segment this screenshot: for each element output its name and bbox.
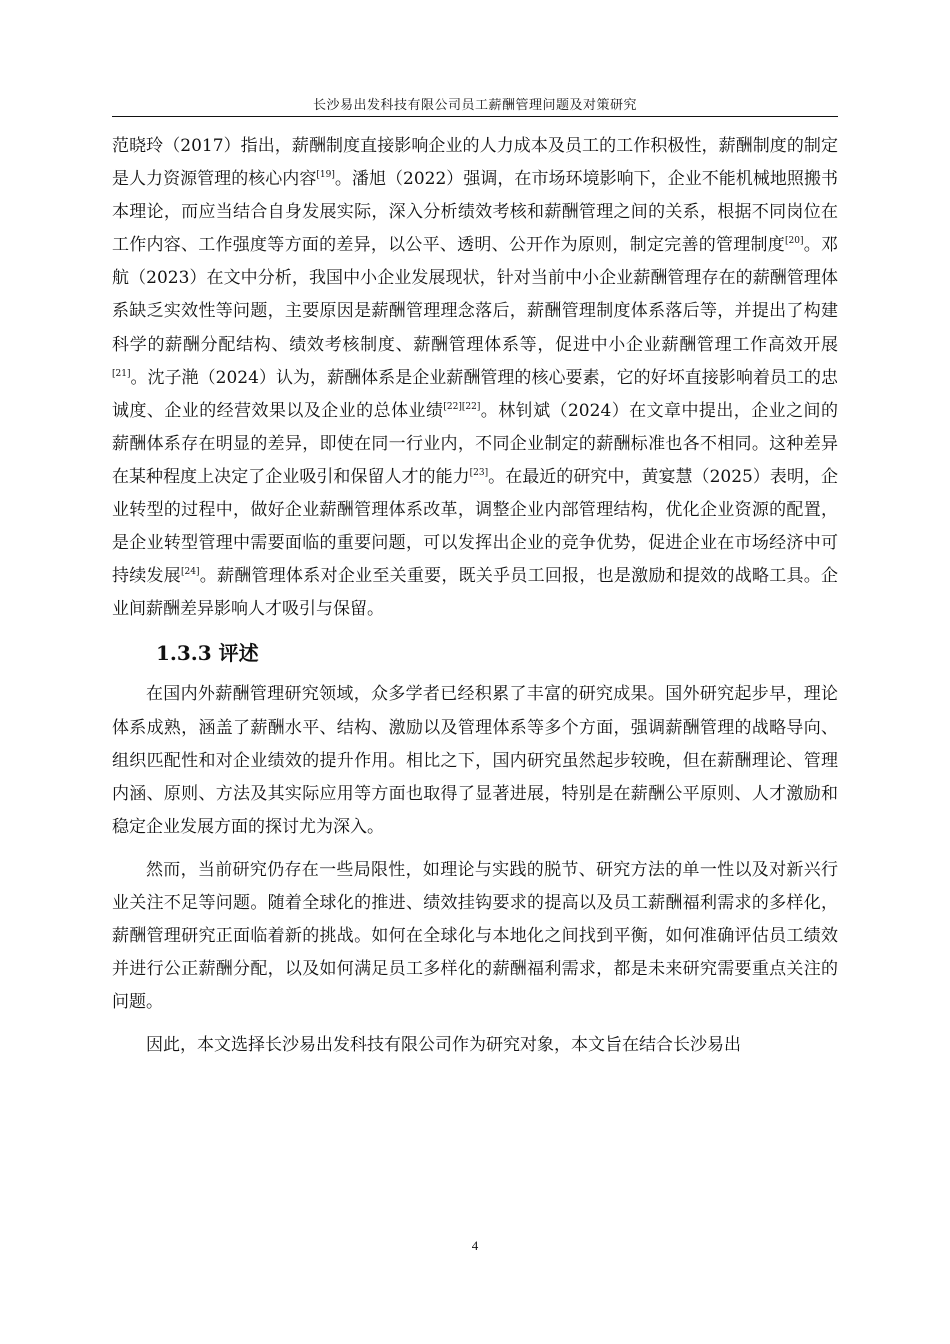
paragraph-review-summary: 在国内外薪酬管理研究领域，众多学者已经积累了丰富的研究成果。国外研究起步早，理论体系成熟，涵盖了薪酬水平、结构、激励以及管理体系等多个方面，强调薪酬管理的战略导向、组织匹配性和对企业绩效的提升作用。相比之下，国内研究虽然起步较晚，但在薪酬理论、管理内涵、原则、方法及其实际应用等方面也取得了显著进展，特别是在薪酬公平原则、人才激励和稳定企业发展方面的探讨尤为深入。 xyxy=(112,684,838,837)
citation: [20] xyxy=(785,236,804,247)
paragraph-research-object: 因此，本文选择长沙易出发科技有限公司作为研究对象，本文旨在结合长沙易出 xyxy=(146,1035,741,1056)
sentence: 范晓玲（2017）指出，薪酬制度直接影响企业的人力成本及员工的工作积极性，薪酬制度的制定是人力资源管理的核心内容 xyxy=(112,136,838,190)
citation: [24] xyxy=(181,567,200,578)
citation: [23] xyxy=(469,467,489,478)
sentence: 。林钊斌（2024）在文章中提出，企业之间的薪酬体系存在明显的差异，即使在同一行业内，不同企业制定的薪酬标准也各不相同。这种差异在某种程度上决定了企业吸引和保留人才的能力 xyxy=(112,400,838,487)
paragraph-literature-domestic xyxy=(112,130,838,626)
body-text xyxy=(112,130,838,1062)
page-number: 4 xyxy=(471,1238,479,1253)
sentence: 。在最近的研究中，黄宴慧（2025）表明，企业转型的过程中，做好企业薪酬管理体系改革，调整企业内部管理结构，优化企业资源的配置，是企业转型管理中需要面临的重要问题，可以发挥出企业的竞争优势，促进企业在市场经济中可持续发展 xyxy=(112,466,838,587)
citation: [22][22] xyxy=(443,401,481,412)
paragraph-review-limitations: 然而，当前研究仍存在一些局限性，如理论与实践的脱节、研究方法的单一性以及对新兴行业关注不足等问题。随着全球化的推进、绩效挂钩要求的提高以及员工薪酬福利需求的多样化，薪酬管理研究正面临着新的挑战。如何在全球化与本地化之间找到平衡，如何准确评估员工绩效并进行公正薪酬分配，以及如何满足员工多样化的薪酬福利需求，都是未来研究需要重点关注的问题。 xyxy=(112,859,838,1013)
sentence: 。薪酬管理体系对企业至关重要，既关乎员工回报，也是激励和提效的战略工具。企业间薪酬差异影响人才吸引与保留。 xyxy=(112,566,839,620)
running-header: 长沙易出发科技有限公司员工薪酬管理问题及对策研究 xyxy=(312,98,637,113)
citation: [21] xyxy=(112,368,131,379)
sentence: 。潘旭（2022）强调，在市场环境影响下，企业不能机械地照搬书本理论，而应当结合自身发展实际，深入分析绩效考核和薪酬管理之间的关系，根据不同岗位在工作内容、工作强度等方面的差异，以公平、透明、公开作为原则，制定完善的管理制度 xyxy=(112,169,838,256)
header-divider xyxy=(112,116,838,117)
citation: [19] xyxy=(316,170,335,181)
sentence: 。沈子滟（2024）认为，薪酬体系是企业薪酬管理的核心要素，它的好坏直接影响着员工的忠诚度、企业的经营效果以及企业的总体业绩 xyxy=(112,367,838,421)
sentence: 。邓航（2023）在文中分析，我国中小企业发展现状，针对当前中小企业薪酬管理存在的薪酬管理体系缺乏实效性等问题，主要原因是薪酬管理理念落后，薪酬管理制度体系落后等，并提出了构建科学的薪酬分配结构、绩效考核制度、薪酬管理体系等，促进中小企业薪酬管理工作高效开展 xyxy=(112,235,839,355)
section-heading: 1.3.3 评述 xyxy=(156,641,259,666)
